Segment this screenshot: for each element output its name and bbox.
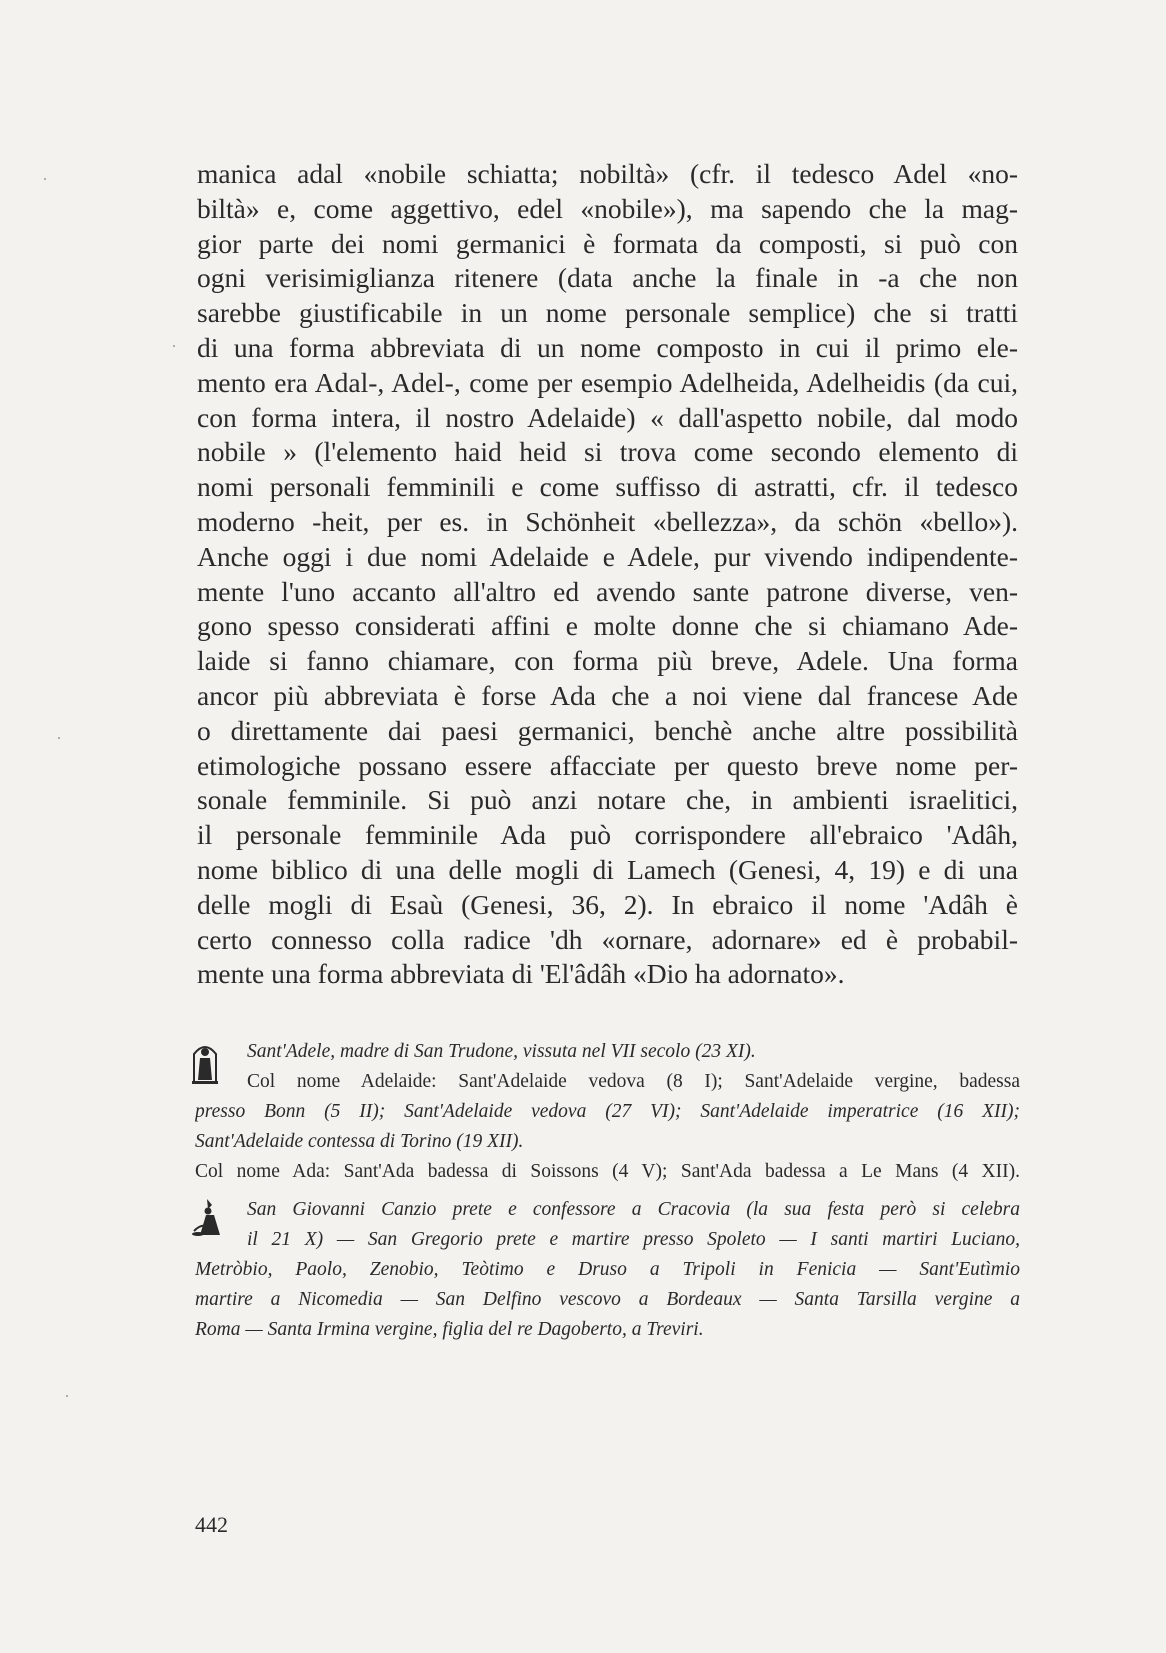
note-line: presso Bonn (5 II); Sant'Adelaide vedova (27 VI); Sant'Adelaide imperatrice (16 XII); [195, 1101, 1020, 1122]
text-line: sonale femminile. Si può anzi notare che, in ambienti israelitici, [197, 784, 1018, 816]
text-line: mente una forma abbreviata di 'El'âdâh «Dio ha adornato». [197, 958, 845, 990]
text-line: moderno -heit, per es. in Schönheit «bellezza», da schön «bello»). [197, 505, 1018, 537]
text-line: delle mogli di Esaù (Genesi, 36, 2). In ebraico il nome 'Adâh è [197, 888, 1018, 920]
note-line: martire a Nicomedia — San Delfino vescovo a Bordeaux — Santa Tarsilla vergine a [195, 1289, 1020, 1310]
text-line: manica adal «nobile schiatta; nobiltà» (cfr. il tedesco Adel «no- [197, 158, 1018, 189]
text-line: nome biblico di una delle mogli di Lamech (Genesi, 4, 19) e di una [197, 853, 1018, 885]
scan-speck [58, 737, 60, 739]
text-line: di una forma abbreviata di un nome composto in cui il primo ele- [197, 331, 1018, 363]
note-line: Metròbio, Paolo, Zenobio, Teòtimo e Druso a Tripoli in Fenicia — Sant'Eutìmio [195, 1259, 1020, 1280]
text-line: ogni verisimiglianza ritenere (data anche la finale in -a che non [197, 262, 1018, 294]
text-line: ancor più abbreviata è forse Ada che a noi viene dal francese Ade [197, 679, 1018, 711]
text-line: certo connesso colla radice 'dh «ornare, adornare» ed è probabil- [197, 923, 1018, 955]
text-line: gior parte dei nomi germanici è formata da composti, si può con [197, 227, 1018, 259]
text-line: etimologiche possano essere affacciate per questo breve nome per- [197, 749, 1018, 781]
note-line: Sant'Adelaide contessa di Torino (19 XII). [195, 1131, 524, 1152]
text-line: sarebbe giustificabile in un nome personale semplice) che si tratti [197, 297, 1018, 329]
text-line: il personale femminile Ada può corrispondere all'ebraico 'Adâh, [197, 819, 1018, 851]
text-line: gono spesso considerati affini e molte donne che si chiamano Ade- [197, 610, 1018, 642]
saints-note-adele [195, 1037, 1020, 1187]
scan-speck [44, 178, 46, 180]
text-line: biltà» e, come aggettivo, edel «nobile»), ma sapendo che la mag- [197, 192, 1018, 224]
note-line: il 21 X) — San Gregorio prete e martire presso Spoleto — I santi martiri Luciano, [247, 1229, 1020, 1250]
note-line: Roma — Santa Irmina vergine, figlia del re Dagoberto, a Treviri. [195, 1319, 704, 1340]
scan-speck [173, 345, 175, 347]
saints-note-day [195, 1195, 1020, 1345]
text-line: Anche oggi i due nomi Adelaide e Adele, pur vivendo indipendente- [197, 540, 1018, 572]
note-line: Col nome Ada: Sant'Ada badessa di Soissons (4 V); Sant'Ada badessa a Le Mans (4 XII). [195, 1161, 1020, 1182]
page-number: 442 [195, 1512, 228, 1537]
body-text [197, 157, 1018, 992]
note-line: San Giovanni Canzio prete e confessore a Cracovia (la sua festa però si celebra [247, 1199, 1020, 1220]
note-line: Sant'Adele, madre di San Trudone, vissuta nel VII secolo (23 XI). [247, 1041, 756, 1062]
note-line: Col nome Adelaide: Sant'Adelaide vedova (8 I); Sant'Adelaide vergine, badessa [247, 1071, 1020, 1092]
text-line: con forma intera, il nostro Adelaide) « dall'aspetto nobile, dal modo [197, 401, 1018, 433]
scan-speck [66, 1395, 68, 1397]
text-line: nomi personali femminili e come suffisso di astratti, cfr. il tedesco [197, 471, 1018, 503]
text-line: mento era Adal-, Adel-, come per esempio Adelheida, Adelheidis (da cui, [197, 366, 1018, 398]
text-line: nobile » (l'elemento haid heid si trova come secondo elemento di [197, 436, 1018, 468]
text-line: laide si fanno chiamare, con forma più breve, Adele. Una forma [197, 645, 1018, 677]
text-line: mente l'uno accanto all'altro ed avendo sante patrone diverse, ven- [197, 575, 1018, 607]
text-line: o direttamente dai paesi germanici, benchè anche altre possibilità [197, 714, 1018, 746]
